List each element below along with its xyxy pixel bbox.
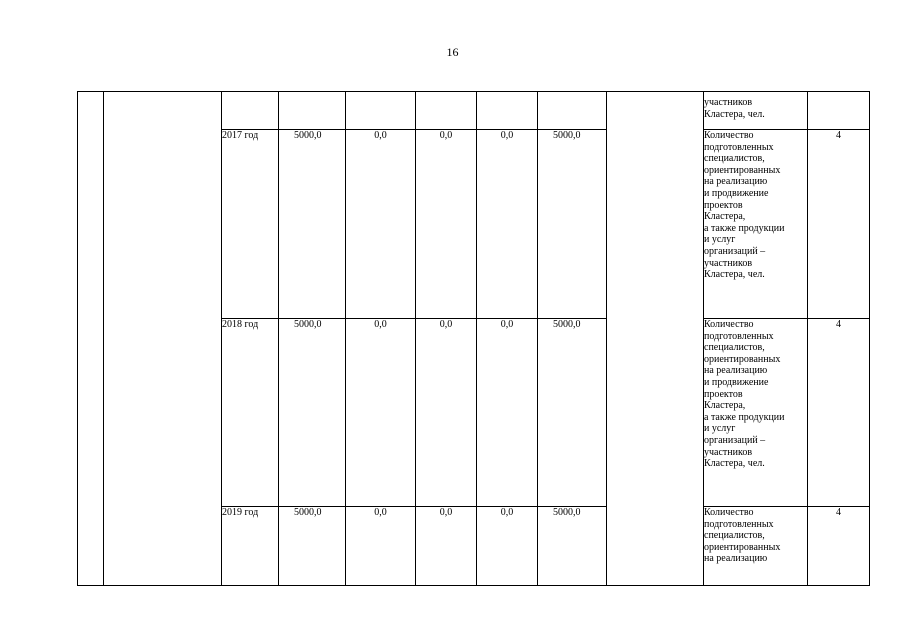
cell-value-federal: 0,0 xyxy=(346,130,416,319)
cell-indicator-value xyxy=(808,92,870,130)
cell-value-extra: 5000,0 xyxy=(538,507,607,586)
cell-value-regional: 0,0 xyxy=(416,319,477,507)
cell-value-federal: 0,0 xyxy=(346,319,416,507)
cell-name xyxy=(104,92,222,586)
cell-year: 2017 год xyxy=(222,130,279,319)
cell-value-total xyxy=(279,92,346,130)
cell-value-total: 5000,0 xyxy=(279,507,346,586)
cell-indicator: Количество подготовленных специалистов, ориентированных на реализацию и продвижение проектов Кластера, а также продукции и услуг организаций – участников Кластера, чел. xyxy=(704,130,808,319)
program-table xyxy=(77,91,870,586)
cell-value-total: 5000,0 xyxy=(279,130,346,319)
cell-year xyxy=(222,92,279,130)
cell-year: 2018 год xyxy=(222,319,279,507)
cell-indicator: Количество подготовленных специалистов, ориентированных на реализацию xyxy=(704,507,808,586)
cell-indicator-value: 4 xyxy=(808,319,870,507)
cell-value-regional xyxy=(416,92,477,130)
cell-year: 2019 год xyxy=(222,507,279,586)
table-row-continuation xyxy=(78,92,870,130)
cell-number xyxy=(78,92,104,586)
cell-value-total: 5000,0 xyxy=(279,319,346,507)
cell-indicator: участников Кластера, чел. xyxy=(704,92,808,130)
cell-value-extra: 5000,0 xyxy=(538,319,607,507)
page-number: 16 xyxy=(446,45,459,59)
cell-value-local xyxy=(477,92,538,130)
cell-executor xyxy=(607,92,704,586)
cell-value-local: 0,0 xyxy=(477,130,538,319)
cell-value-local: 0,0 xyxy=(477,507,538,586)
cell-indicator-value: 4 xyxy=(808,130,870,319)
cell-value-regional: 0,0 xyxy=(416,130,477,319)
cell-value-federal xyxy=(346,92,416,130)
cell-value-extra: 5000,0 xyxy=(538,130,607,319)
cell-value-regional: 0,0 xyxy=(416,507,477,586)
cell-value-extra xyxy=(538,92,607,130)
cell-indicator: Количество подготовленных специалистов, ориентированных на реализацию и продвижение проектов Кластера, а также продукции и услуг организаций – участников Кластера, чел. xyxy=(704,319,808,507)
cell-value-local: 0,0 xyxy=(477,319,538,507)
cell-value-federal: 0,0 xyxy=(346,507,416,586)
cell-indicator-value: 4 xyxy=(808,507,870,586)
